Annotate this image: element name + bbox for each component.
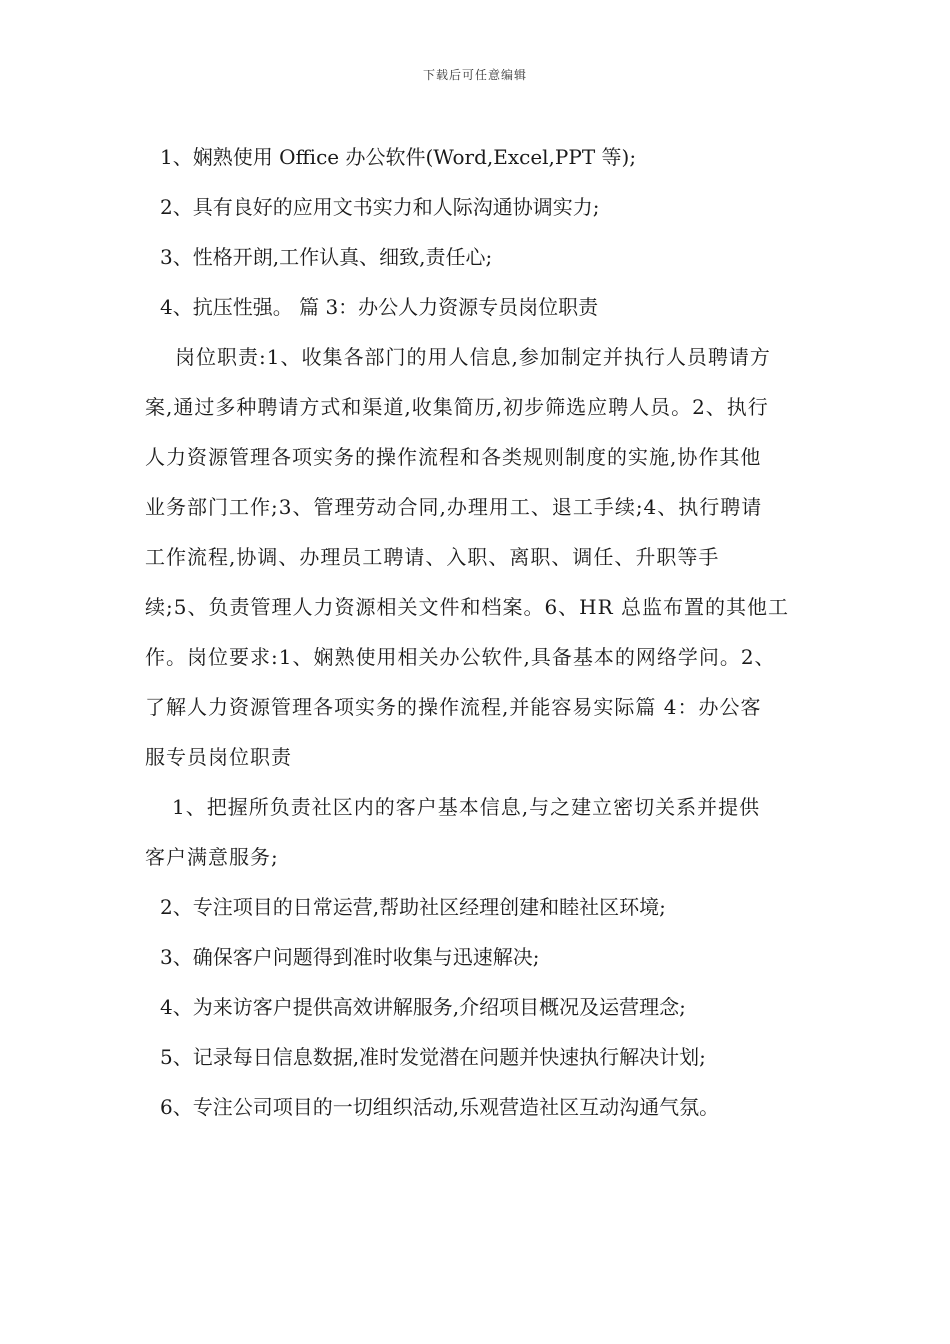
paragraph-line: 了解人力资源管理各项实务的操作流程,并能容易实际篇 4：办公客 [145,695,762,719]
page-header: 下载后可任意编辑 [422,68,527,82]
paragraph-line: 工作流程,协调、办理员工聘请、入职、离职、调任、升职等手 [145,545,720,569]
paragraph-line: 人力资源管理各项实务的操作流程和各类规则制度的实施,协作其他 [145,445,762,469]
document-body [145,132,807,1132]
customer-service-item-4: 4、为来访客户提供高效讲解服务,介绍项目概况及运营理念; [160,995,686,1019]
paragraph-line: 服专员岗位职责 [145,745,292,769]
hr-specialist-paragraph [145,332,807,782]
requirement-item-1: 1、娴熟使用 Office 办公软件(Word,Excel,PPT 等); [160,145,637,169]
paragraph-line: 业务部门工作;3、管理劳动合同,办理用工、退工手续;4、执行聘请 [145,495,763,519]
customer-service-item-6: 6、专注公司项目的一切组织活动,乐观营造社区互动沟通气氛。 [160,1095,720,1119]
requirement-item-2: 2、具有良好的应用文书实力和人际沟通协调实力; [160,195,600,219]
customer-service-item-5: 5、记录每日信息数据,准时发觉潜在问题并快速执行解决计划; [160,1045,706,1069]
requirement-item-3: 3、性格开朗,工作认真、细致,责任心; [160,245,493,269]
customer-service-item-1 [145,782,807,882]
paragraph-line: 1、把握所负责社区内的客户基本信息,与之建立密切关系并提供 [172,795,761,819]
customer-service-item-2: 2、专注项目的日常运营,帮助社区经理创建和睦社区环境; [160,895,666,919]
paragraph-line: 案,通过多种聘请方式和渠道,收集简历,初步筛选应聘人员。2、执行 [145,395,769,419]
customer-service-item-3: 3、确保客户问题得到准时收集与迅速解决; [160,945,540,969]
paragraph-line: 作。岗位要求:1、娴熟使用相关办公软件,具备基本的网络学问。2、 [145,645,776,669]
paragraph-line: 客户满意服务; [145,845,279,869]
requirement-item-4: 4、抗压性强。 篇 3：办公人力资源专员岗位职责 [160,295,599,319]
paragraph-line: 岗位职责:1、收集各部门的用人信息,参加制定并执行人员聘请方 [175,345,771,369]
paragraph-line: 续;5、负责管理人力资源相关文件和档案。6、HR 总监布置的其他工 [145,595,790,619]
